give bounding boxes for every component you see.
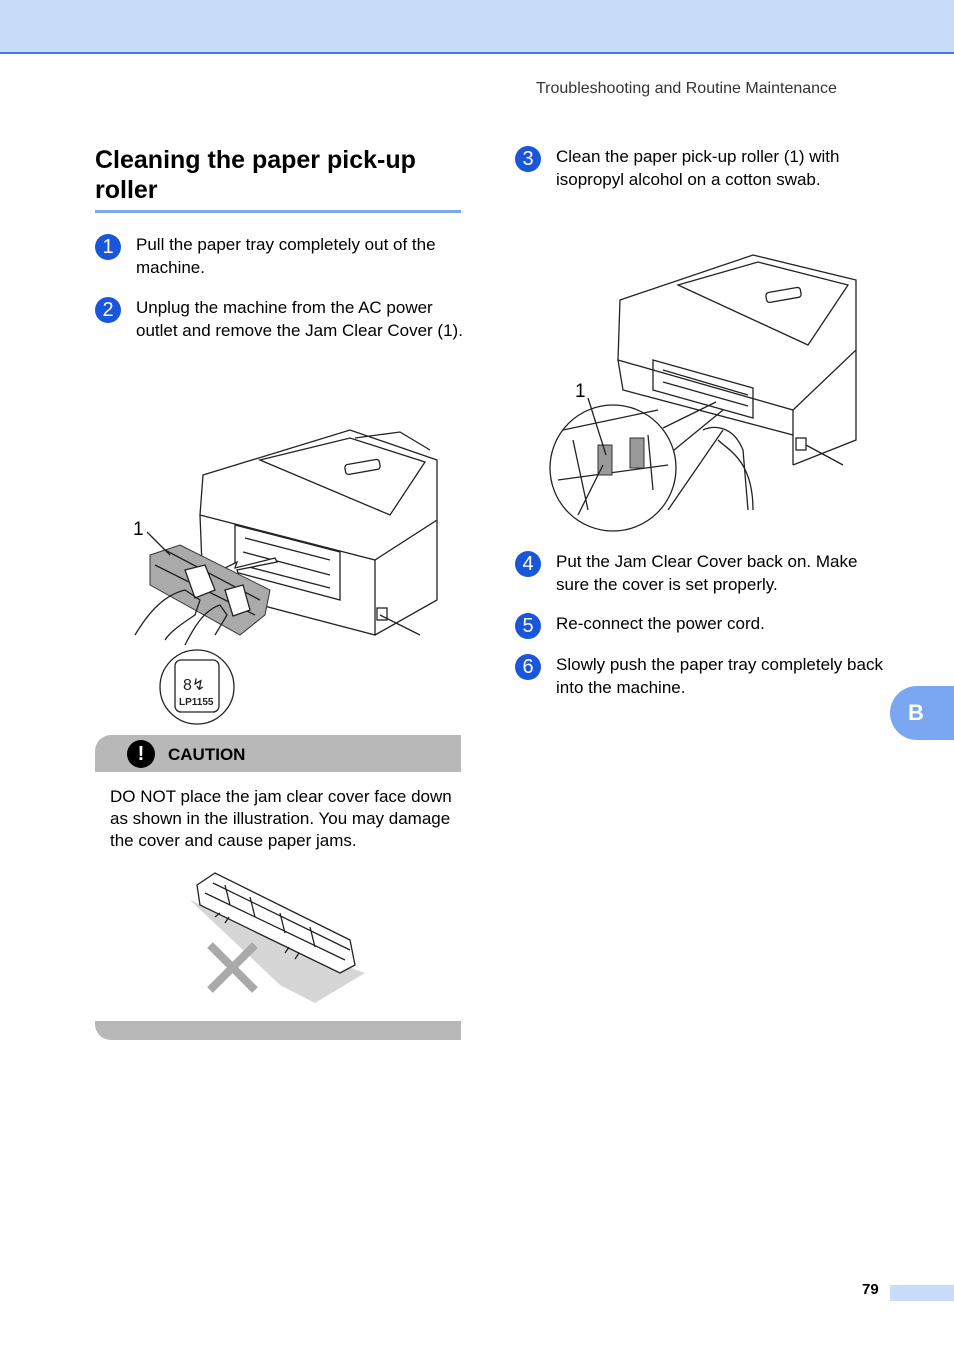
step-badge: 1	[95, 234, 121, 260]
printer-clean-roller-illustration	[548, 250, 858, 540]
step-text: Put the Jam Clear Cover back on. Make sure the cover is set properly.	[556, 552, 858, 594]
caution-text: DO NOT place the jam clear cover face down as shown in the illustration. You may damage the cover and cause paper jams.	[110, 787, 452, 850]
step-text: Slowly push the paper tray completely back into the machine.	[556, 655, 883, 697]
header-band	[0, 0, 954, 54]
printer-remove-cover-illustration	[125, 420, 445, 720]
step-text: Clean the paper pick-up roller (1) with isopropyl alcohol on a cotton swab.	[556, 147, 840, 189]
step-1	[95, 234, 465, 279]
caution-header	[95, 735, 461, 772]
title-rule	[95, 210, 461, 213]
step-text: Unplug the machine from the AC power outlet and remove the Jam Clear Cover (1).	[136, 298, 463, 340]
step-badge: 4	[515, 551, 541, 577]
step-4	[515, 551, 885, 596]
section-title: Cleaning the paper pick-up roller	[95, 146, 416, 204]
svg-text:8↯: 8↯	[183, 677, 206, 694]
figure-1-badge-code: LP1155	[179, 697, 214, 708]
running-header: Troubleshooting and Routine Maintenance	[536, 80, 837, 97]
exclamation-icon: !	[127, 740, 155, 768]
figure-1-callout: 1	[133, 519, 144, 540]
step-6	[515, 654, 885, 699]
step-badge: 6	[515, 654, 541, 680]
cover-face-down-illustration	[185, 865, 375, 1010]
footer-band	[890, 1285, 954, 1301]
step-badge: 3	[515, 146, 541, 172]
step-3	[515, 146, 885, 191]
step-text: Re-connect the power cord.	[556, 614, 765, 633]
step-badge: 5	[515, 613, 541, 639]
appendix-tab: B	[890, 686, 954, 740]
step-5	[515, 613, 885, 639]
caution-label: CAUTION	[168, 745, 246, 764]
caution-footer	[95, 1021, 461, 1040]
step-badge: 2	[95, 297, 121, 323]
figure-2-callout: 1	[575, 381, 586, 402]
step-2	[95, 297, 465, 342]
page-number: 79	[862, 1281, 879, 1298]
step-text: Pull the paper tray completely out of the machine.	[136, 235, 436, 277]
